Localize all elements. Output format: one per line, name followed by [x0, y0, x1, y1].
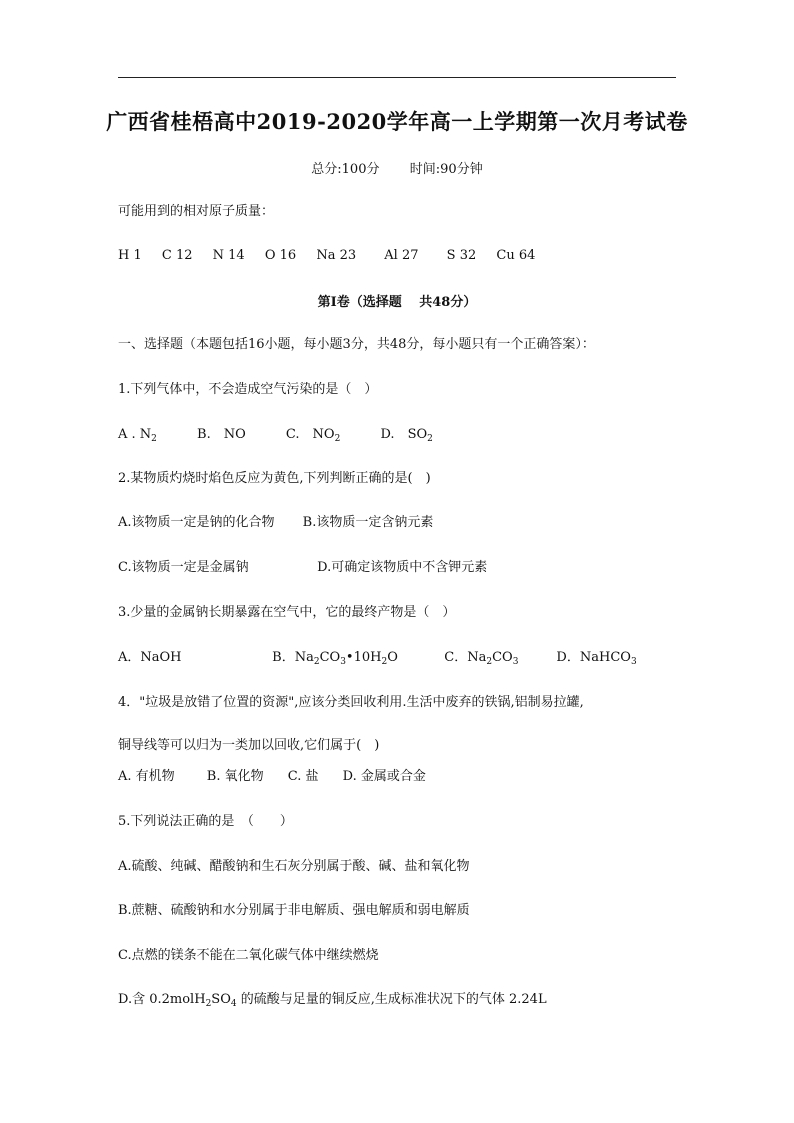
header-rule: [118, 77, 676, 78]
element-mass: O 16: [264, 248, 297, 263]
element-mass: C 12: [161, 248, 193, 263]
element-mass: S 32: [446, 248, 477, 263]
atomic-mass-label: 可能用到的相对原子质量：: [118, 204, 275, 219]
question-2-stem: 2.某物质灼烧时焰色反应为黄色,下列判断正确的是( ): [118, 471, 431, 486]
question-4-options: [118, 768, 426, 786]
question-5-option-c: C.点燃的镁条不能在二氧化碳气体中继续燃烧: [118, 948, 379, 963]
option-c: C.该物质一定是金属钠: [118, 560, 249, 575]
option-d: D．NaHCO$_3$: [556, 650, 637, 667]
option-c: C. $NO_2$: [285, 427, 341, 444]
option-c: C. 盐: [287, 769, 319, 784]
option-b: B. 氧化物: [206, 769, 264, 784]
question-4-stem-line2: 铜导线等可以归为一类加以回收,它们属于( ): [118, 738, 380, 753]
question-4-stem-line1: 4．"垃圾是放错了位置的资源",应该分类回收利用.生活中废弃的铁锅,铝制易拉罐,: [118, 695, 584, 710]
option-d: D.可确定该物质中不含钾元素: [317, 560, 488, 575]
question-2-options-row2: [118, 559, 487, 577]
question-5-stem: 5.下列说法正确的是 （ ）: [118, 814, 293, 829]
option-d: D. 金属或合金: [342, 769, 426, 784]
option-d: D. $SO_2$: [380, 427, 433, 444]
question-1-stem: 1.下列气体中，不会造成空气污染的是（ ）: [118, 382, 378, 397]
atomic-mass-list: [118, 247, 535, 265]
part-one-header: 第Ⅰ卷（选择题 共48分）: [317, 295, 477, 310]
option-a: A. 有机物: [118, 769, 175, 784]
section-instruction: 一、选择题（本题包括16小题，每小题3分，共48分，每小题只有一个正确答案）：: [118, 337, 595, 352]
element-mass: N 14: [212, 248, 245, 263]
element-mass: Na 23: [316, 248, 357, 263]
question-5-option-d: D.含 $0.2molH_2SO_4$ 的硫酸与足量的铜反应,生成标准状况下的气体 2.24L: [118, 992, 547, 1009]
question-1-options: [118, 426, 433, 444]
exam-time: 时间:90分钟: [409, 162, 483, 177]
option-b: B.该物质一定含钠元素: [302, 515, 434, 530]
element-mass: Al 27: [384, 248, 419, 263]
page-title: 广西省桂梧高中2019-2020学年高一上学期第一次月考试卷: [106, 109, 688, 134]
question-3-stem: 3.少量的金属钠长期暴露在空气中，它的最终产物是（ ）: [118, 605, 456, 620]
option-a: A . $N_2$: [118, 427, 157, 444]
exam-meta: [0, 158, 794, 177]
question-5-option-a: A.硫酸、纯碱、醋酸钠和生石灰分别属于酸、碱、盐和氧化物: [118, 859, 470, 874]
option-b: B．$Na_2CO_3•10H_2O$: [272, 650, 398, 667]
option-a: A.该物质一定是钠的化合物: [118, 515, 275, 530]
element-mass: H 1: [118, 248, 142, 263]
option-a: A．NaOH: [118, 650, 182, 665]
element-mass: Cu 64: [496, 248, 536, 263]
question-2-options-row1: [118, 514, 433, 532]
question-5-option-b: B.蔗糖、硫酸钠和水分别属于非电解质、强电解质和弱电解质: [118, 903, 470, 918]
option-c: C．$Na_2CO_3$: [444, 650, 519, 667]
question-3-options: [118, 649, 637, 667]
total-score: 总分:100分: [311, 162, 380, 177]
option-b: B. NO: [197, 427, 246, 442]
